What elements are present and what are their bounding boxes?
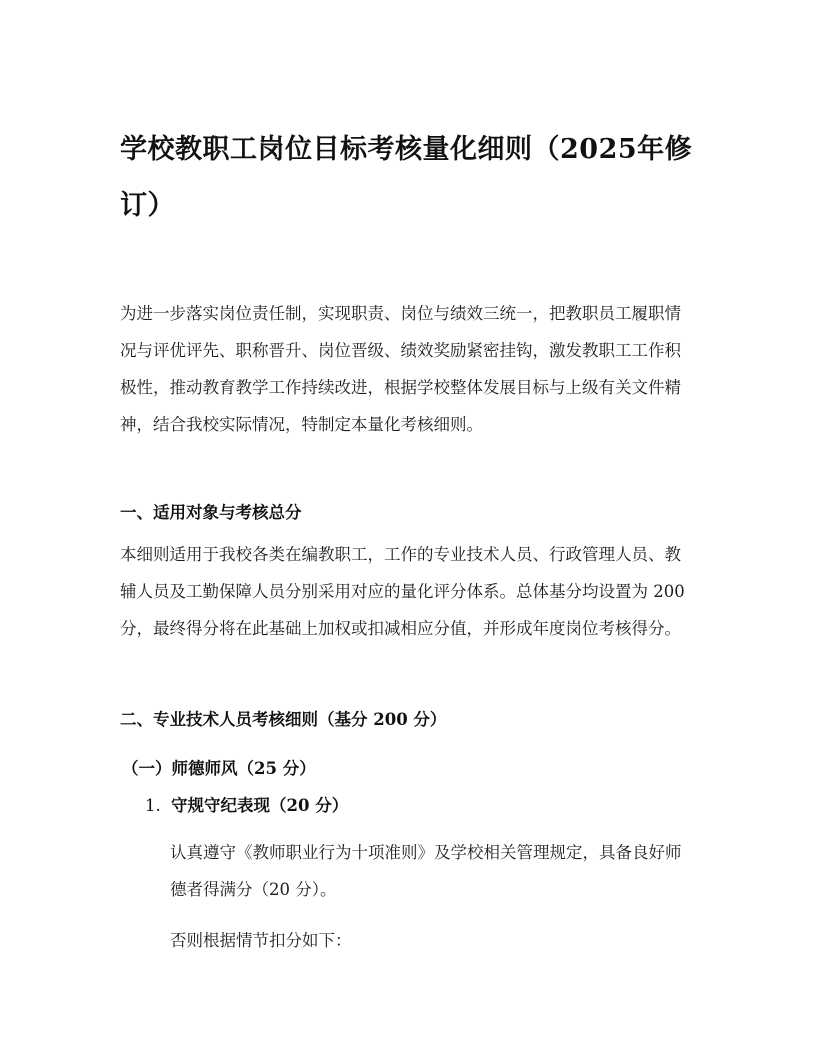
item1-followup xyxy=(170,922,694,959)
section1-text: 本细则适用于我校各类在编教职工，工作的专业技术人员、行政管理人员、教辅人员及工勤保障人员分别采用对应的量化评分体系。总体基分均设置为 200 分，最终得分将在此基础上加权或扣减相应分值，并形成年度岗位考核得分。 xyxy=(120,545,685,638)
list-item-1 xyxy=(145,792,348,816)
item1-text: 认真遵守《教师职业行为十项准则》及学校相关管理规定，具备良好师德者得满分（20 分）。 xyxy=(170,843,682,899)
section1-paragraph xyxy=(120,536,696,647)
subsection1-heading: （一）师德师风（25 分） xyxy=(122,759,316,778)
list-item-number: 1. xyxy=(145,796,161,815)
list-item-label: 守规守纪表现（20 分） xyxy=(171,796,349,815)
item1-paragraph xyxy=(170,834,694,908)
section2-heading: 二、专业技术人员考核细则（基分 200 分） xyxy=(120,710,447,729)
section1-heading: 一、适用对象与考核总分 xyxy=(120,503,302,522)
item1-followup-text: 否则根据情节扣分如下： xyxy=(170,931,352,950)
intro-paragraph xyxy=(120,295,696,443)
intro-text: 为进一步落实岗位责任制，实现职责、岗位与绩效三统一，把教职员工履职情况与评优评先、职称晋升、岗位晋级、绩效奖励紧密挂钩，激发教职工工作积极性，推动教育教学工作持续改进，根据学校整体发展目标与上级有关文件精神，结合我校实际情况，特制定本量化考核细则。 xyxy=(120,304,681,434)
document-title: 学校教职工岗位目标考核量化细则（2025年修订） xyxy=(120,134,693,221)
